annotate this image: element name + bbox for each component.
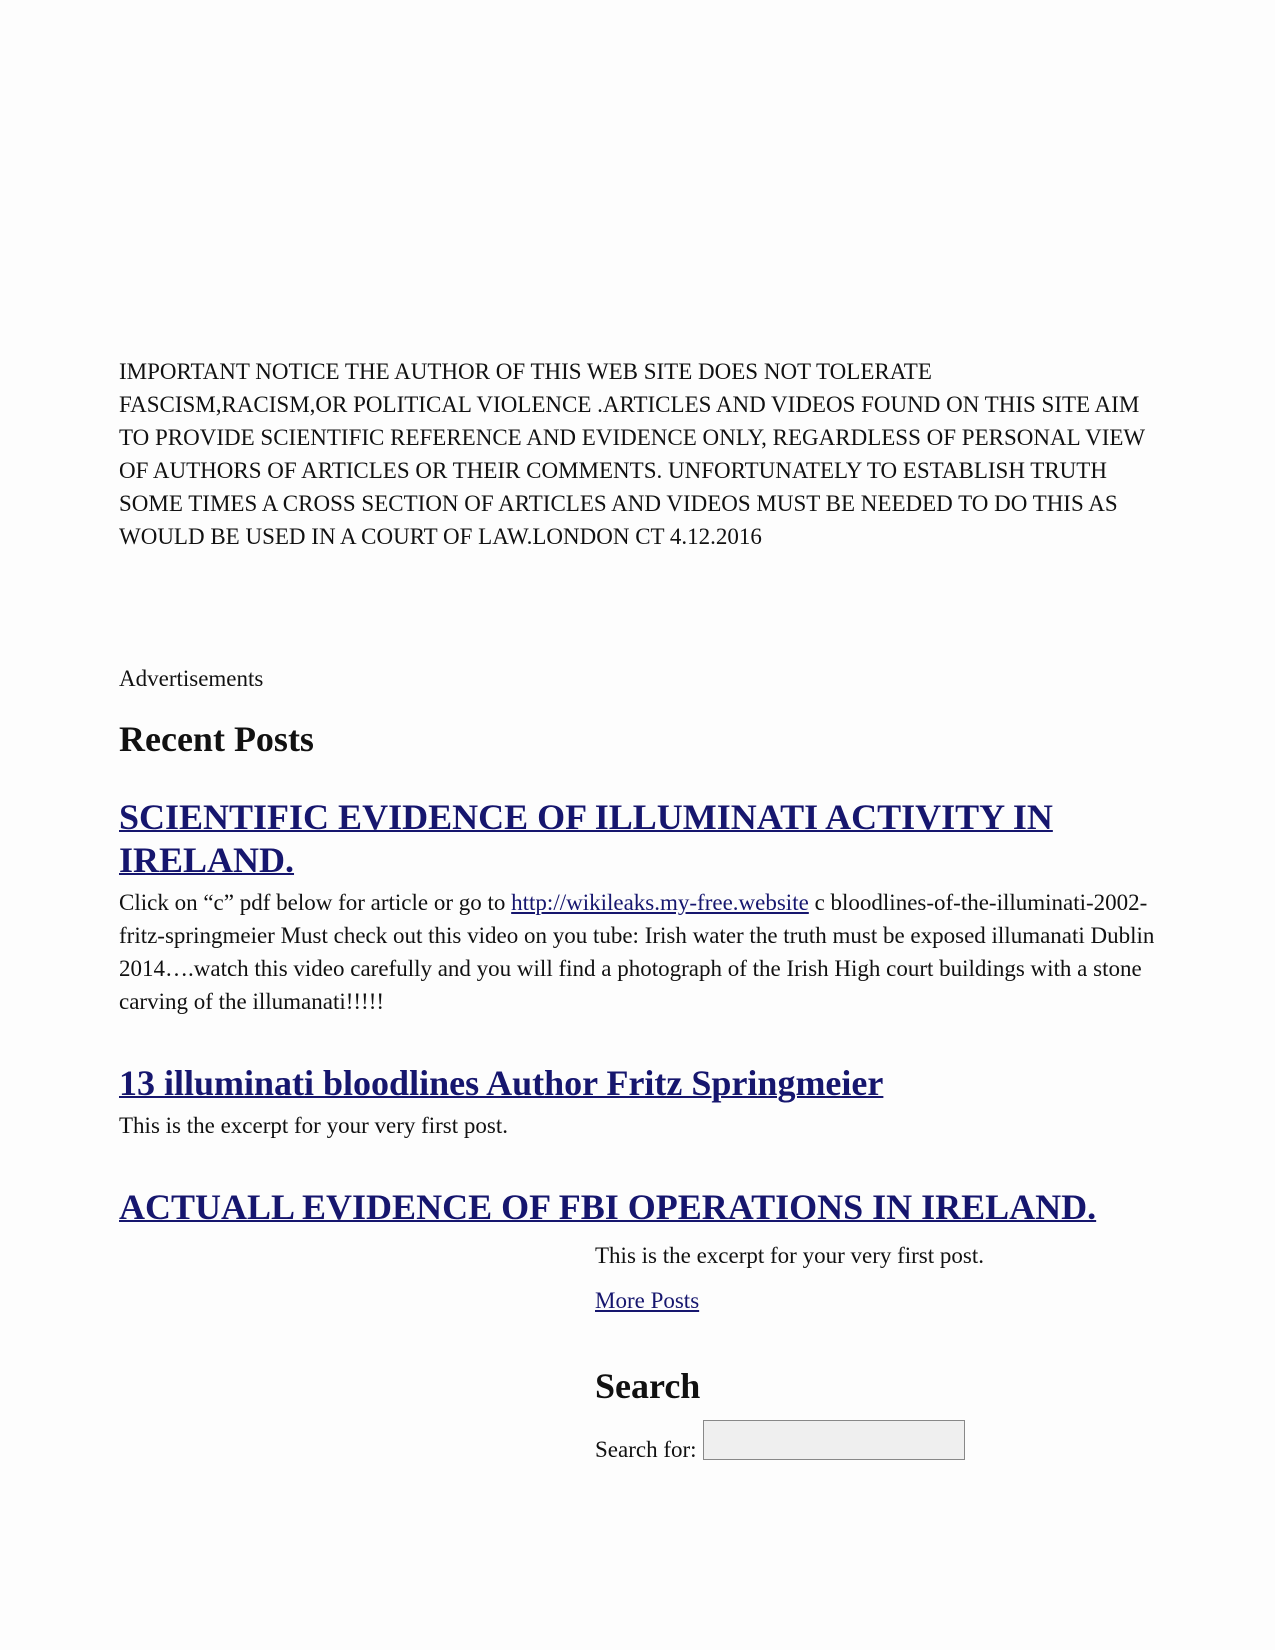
post-title-link[interactable]: 13 illuminati bloodlines Author Fritz Springmeier — [119, 1063, 884, 1103]
post-excerpt — [119, 886, 1159, 1018]
post-title — [119, 1186, 1179, 1229]
search-heading: Search — [595, 1366, 701, 1406]
post-item — [119, 1062, 1159, 1142]
right-column — [595, 1239, 1155, 1464]
search-form — [595, 1420, 1155, 1464]
post-excerpt: This is the excerpt for your very first post. — [119, 1113, 508, 1138]
post-title — [119, 1062, 1159, 1105]
more-posts-link[interactable]: More Posts — [595, 1288, 700, 1313]
post-title — [119, 796, 1079, 882]
advertisements-label: Advertisements — [119, 666, 264, 691]
excerpt-text: c bloodlines-of-the-illuminati-2002-fritz-springmeier Must check out this video on you tube: Irish water the truth must be exposed illumanati Dublin 2014….watch this video carefully and you will find a photograph of the Irish High court buildings with a stone carving of the illumanati!!!!! — [119, 890, 1155, 1014]
excerpt-text: Click on “c” pdf below for article or go to — [119, 890, 512, 915]
wikileaks-link[interactable]: http://wikileaks.my-free.website — [511, 890, 809, 915]
search-input[interactable] — [703, 1420, 965, 1460]
important-notice: IMPORTANT NOTICE THE AUTHOR OF THIS WEB SITE DOES NOT TOLERATE FASCISM,RACISM,OR POLITICAL VIOLENCE .ARTICLES AND VIDEOS FOUND ON THIS SITE AIM TO PROVIDE SCIENTIFIC REFERENCE AND EVIDENCE ONLY, REGARDLESS OF PERSONAL VIEW OF AUTHORS OF ARTICLES OR THEIR COMMENTS. UNFORTUNATELY TO ESTABLISH TRUTH SOME TIMES A CROSS SECTION OF ARTICLES AND VIDEOS MUST BE NEEDED TO DO THIS AS WOULD BE USED IN A COURT OF LAW.LONDON CT 4.12.2016 — [119, 359, 1145, 549]
post-excerpt: This is the excerpt for your very first post. — [595, 1243, 984, 1268]
post-item — [119, 796, 1159, 1018]
search-label: Search for: — [595, 1437, 697, 1462]
post-title-link[interactable]: SCIENTIFIC EVIDENCE OF ILLUMINATI ACTIVITY IN IRELAND. — [119, 797, 1053, 880]
post-item — [119, 1186, 1179, 1229]
post-title-link[interactable]: ACTUALL EVIDENCE OF FBI OPERATIONS IN IRELAND. — [119, 1187, 1097, 1227]
recent-posts-heading: Recent Posts — [119, 719, 314, 759]
